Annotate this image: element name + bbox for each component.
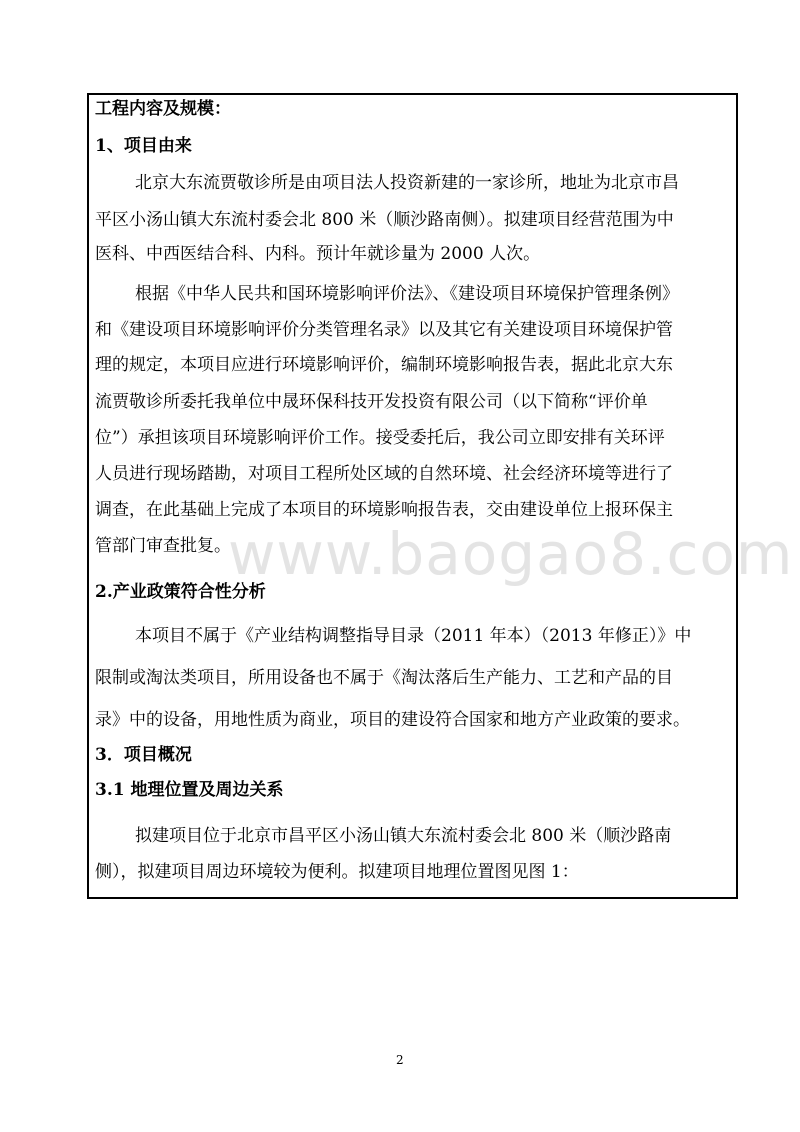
page-number: 2 <box>396 1053 404 1067</box>
paragraph-line: 限制或淘汰类项目，所用设备也不属于《淘汰落后生产能力、工艺和产品的目 <box>95 668 673 688</box>
paragraph-line: 调查，在此基础上完成了本项目的环境影响报告表，交由建设单位上报环保主 <box>95 500 673 520</box>
paragraph-line: 根据《中华人民共和国环境影响评价法》、《建设项目环境保护管理条例》 <box>135 284 679 304</box>
paragraph-line: 本项目不属于《产业结构调整指导目录（2011 年本）（2013 年修正）》中 <box>135 626 692 646</box>
paragraph-line: 录》中的设备，用地性质为商业，项目的建设符合国家和地方产业政策的要求。 <box>95 710 690 730</box>
paragraph-line: 理的规定，本项目应进行环境影响评价，编制环境影响报告表，据此北京大东 <box>95 355 673 375</box>
watermark: www.baogao8.com <box>228 520 794 588</box>
paragraph-line: 平区小汤山镇大东流村委会北 800 米（顺沙路南侧）。拟建项目经营范围为中 <box>95 210 674 230</box>
heading-industry-policy: 2.产业政策符合性分析 <box>95 582 266 602</box>
paragraph-line: 侧），拟建项目周边环境较为便利。拟建项目地理位置图见图 1： <box>95 862 579 882</box>
paragraph-line: 医科、中西医结合科、内科。预计年就诊量为 2000 人次。 <box>95 244 541 264</box>
paragraph-line: 和《建设项目环境影响评价分类管理名录》以及其它有关建设项目环境保护管 <box>95 320 673 340</box>
section-heading: 工程内容及规模： <box>95 99 231 119</box>
paragraph-line: 北京大东流贾敬诊所是由项目法人投资新建的一家诊所，地址为北京市昌 <box>135 173 679 193</box>
paragraph-line: 人员进行现场踏勘，对项目工程所处区域的自然环境、社会经济环境等进行了 <box>95 464 673 484</box>
heading-project-origin: 1、项目由来 <box>95 136 192 156</box>
paragraph-line: 拟建项目位于北京市昌平区小汤山镇大东流村委会北 800 米（顺沙路南 <box>135 826 672 846</box>
paragraph-line: 位”）承担该项目环境影响评价工作。接受委托后，我公司立即安排有关环评 <box>95 428 665 448</box>
heading-location: 3.1 地理位置及周边关系 <box>95 780 284 800</box>
paragraph-line: 管部门审查批复。 <box>95 536 231 556</box>
heading-project-overview: 3．项目概况 <box>95 745 192 765</box>
paragraph-line: 流贾敬诊所委托我单位中晟环保科技开发投资有限公司（以下简称“评价单 <box>95 392 648 412</box>
